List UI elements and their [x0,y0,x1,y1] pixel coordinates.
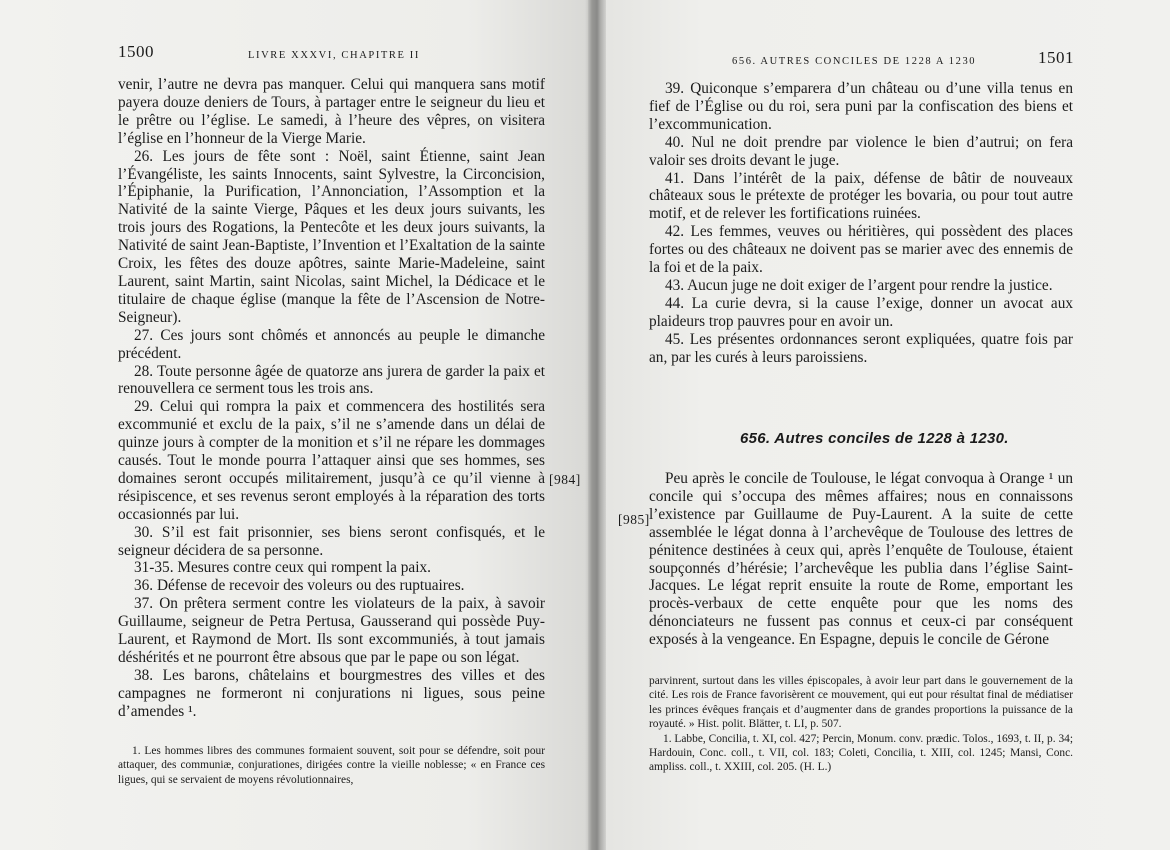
right-paragraph: 41. Dans l’intérêt de la paix, défense de bâtir de nouveaux châteaux sous le prétexte de protéger les bovaria, ou pour tout autre motif, et de relever les fortifications ruinées. [649,169,1073,223]
right-paragraph: 44. La curie devra, si la cause l’exige, donner un avocat aux plaideurs trop pauvres pour en avoir un. [649,294,1073,330]
left-paragraph: 36. Défense de recevoir des voleurs ou des ruptuaires. [134,577,465,595]
left-footnote-text: 1. Les hommes libres des communes formaient souvent, soit pour se défendre, soit pour attaquer, des communiæ, conjurationes, dirigées contre la vieille noblesse; « en France ces ligues, qui se servaient de moyens révolutionnaires, [118,745,545,786]
right-paragraph: 39. Quiconque s’emparera d’un château ou d’une villa tenus en fief de l’Église ou du roi, sera puni par la confiscation des biens et l’excommunication. [649,80,1073,133]
right-running-head: 656. AUTRES CONCILES DE 1228 A 1230 [732,56,977,67]
right-page [606,0,1170,850]
left-page-number: 1500 [118,42,154,61]
left-paragraph: 27. Ces jours sont chômés et annoncés au peuple le dimanche précédent. [118,326,545,362]
right-footnote-text: 1. Labbe, Concilia, t. XI, col. 427; Percin, Monum. conv. prædic. Tolos., 1693, t. II, p. 34; Hardouin, Conc. coll., t. VII, col. 183; Coleti, Concilia, t. XIII, col. 1245; Mansi, Conc. ampliss. coll., t. XXIII, col. 205. (H. L.) [649,732,1073,774]
book-gutter [588,0,606,850]
left-paragraph: 29. Celui qui rompra la paix et commencera des hostilités sera excommunié et exclu de la paix, s’il ne s’amende dans un délai de quinze jours à compter de la monition et s’il ne répare les dommages causés. Tout le monde pourra l’attaquer ainsi que ses hommes, ses domaines seront occupés militairement, jusqu’à ce qu’il vienne à résipiscence, et ses revenus seront employés à la réparation des torts occasionnés par lui. [118,398,545,523]
left-margin-marker: [984] [549,472,581,487]
section-title: 656. Autres conciles de 1228 à 1230. [740,430,1009,447]
right-paragraph: 43. Aucun juge ne doit exiger de l’argent pour rendre la justice. [665,276,1053,294]
left-running-head: LIVRE XXXVI, CHAPITRE II [248,50,420,61]
section-body-text [649,470,1073,649]
right-paragraph: 40. Nul ne doit prendre par violence le bien d’autrui; on fera valoir ses droits devant le juge. [649,133,1073,169]
left-paragraph: 31-35. Mesures contre ceux qui rompent la paix. [134,559,431,577]
left-paragraph: 30. S’il est fait prisonnier, ses biens seront confisqués, et le seigneur décidera de sa personne. [118,523,545,559]
right-margin-marker: [985] [618,512,650,527]
left-body-text [118,76,545,721]
left-paragraph: 26. Les jours de fête sont : Noël, saint Étienne, saint Jean l’Évangéliste, les saints Innocents, saint Sylvestre, la Circoncision, l’Épiphanie, la Purification, l’Annonciation, l’Assomption et la Nativité de la sainte Vierge, Pâques et les deux jours suivants, les trois jours des Rogations, la Pentecôte et les deux jours suivants, la Nativité de saint Jean-Baptiste, l’Invention et l’Exaltation de la sainte Croix, les fêtes des douze apôtres, sainte Marie-Madeleine, saint Laurent, saint Martin, saint Nicolas, saint Michel, la Dédicace et le titulaire de chaque église (manque la fête de l’Ascension de Notre-Seigneur). [118,147,545,326]
right-paragraph: 45. Les présentes ordonnances seront expliquées, quatre fois par an, par les curés à leurs paroissiens. [649,330,1073,366]
right-paragraph: 42. Les femmes, veuves ou héritières, qui possèdent des places fortes ou des châteaux ne doivent pas se marier avec des ennemis de la foi et de la paix. [649,223,1073,277]
left-paragraph: 28. Toute personne âgée de quatorze ans jurera de garder la paix et renouvellera ce serment tous les trois ans. [118,362,545,398]
footnote-continuation: parvinrent, surtout dans les villes épiscopales, à avoir leur part dans le gouvernement de la cité. Les rois de France favorisèrent ce mouvement, qui eut pour résultat final de médiatiser les princes évêques français et d’augmenter dans de grandes proportions la puissance de la royauté. » Hist. polit. Blätter, t. LI, p. 507. [649,675,1073,731]
right-body-text [649,80,1073,367]
left-footnote [118,744,545,787]
left-paragraph: 37. On prêtera serment contre les violateurs de la paix, à savoir Guillaume, seigneur de Petra Pertusa, Gausserand qui possède Puy-Laurent, et Raymond de Mort. Ils sont excommuniés, à tout jamais déshérités et ne pourront être absous que par le pape ou son légat. [118,595,545,666]
right-page-number: 1501 [1038,48,1074,67]
left-paragraph: venir, l’autre ne devra pas manquer. Celui qui manquera sans motif payera douze deniers de Tours, à partager entre le seigneur du lieu et le prêtre ou l’église. Le samedi, à l’heure des vêpres, on visitera l’église en l’honneur de la Vierge Marie. [118,76,545,147]
left-paragraph: 38. Les barons, châtelains et bourgmestres des villes et des campagnes ne formeront ni conjurations ni ligues, sous peine d’amendes ¹. [118,666,545,720]
right-footnotes [649,674,1073,775]
section-paragraph: Peu après le concile de Toulouse, le légat convoqua à Orange ¹ un concile qui s’occupa des mêmes affaires; nous en connaissons l’existence par Guillaume de Puy-Laurent. A la suite de cette assemblée le légat donna à l’archevêque de Toulouse des lettres de pénitence destinées à ceux qui, après l’enquête de Toulouse, étaient soupçonnés d’hérésie; l’archevêque les publia dans l’église Saint-Jacques. Le légat reprit ensuite la route de Rome, emportant les procès-verbaux de cette enquête pour que les noms des dénonciateurs ne fussent pas connus et ceux-ci par conséquent exposés à la vengeance. En Espagne, depuis le concile de Gérone [649,470,1073,649]
